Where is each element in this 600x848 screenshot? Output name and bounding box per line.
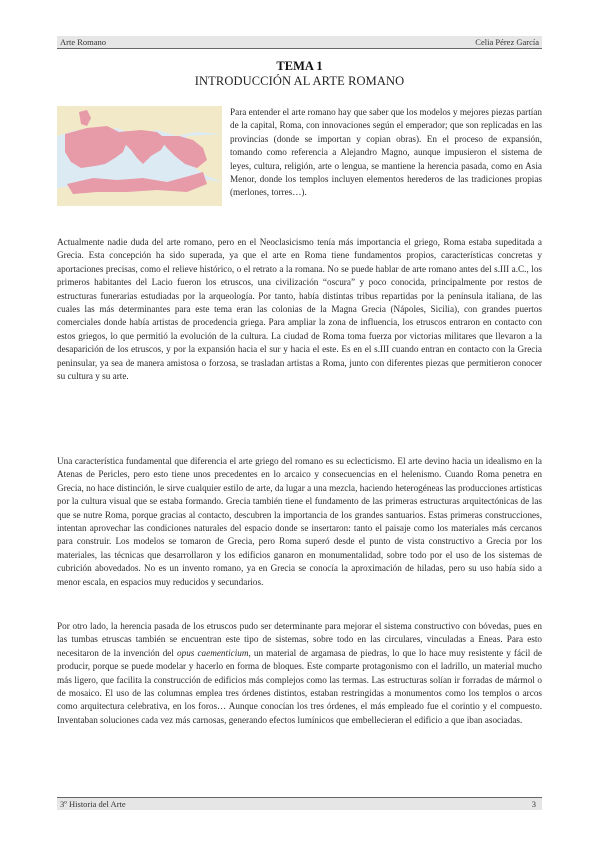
page-header (57, 36, 542, 49)
opus-caementicium-term: opus caementicium (177, 647, 249, 658)
paragraph-history: Actualmente nadie duda del arte romano, pero en el Neoclasicismo tenía más importancia el griego, Roma estaba supeditada a Grecia. Esta concepción ha sido superada, ya que el arte en Roma tiene fundamentos propios, características concretas y aportaciones precisas, como el relieve histórico, o el retrato a la romana. No se puede hablar de arte romano antes del s.III a.C., los primeros habitantes del Lacio fueron los etruscos, una civilización “oscura” y poco conocida, principalmente por restos de estructuras funerarias estudiadas por la arqueología. Por tanto, había distintas tribus repartidas por la península italiana, de las cuales las más determinantes para este tema eran las colonias de la Magna Grecia (Nápoles, Sicilia), con grandes puertos comerciales donde había artistas de procedencia griega. Para ampliar la zona de influencia, los etruscos entraron en contacto con estos griegos, lo que permitió la evolución de la cultura. La ciudad de Roma toma fuerza por victorias militares que llevaron a la desaparición de los etruscos, y por la expansión hacia el sur y hacia el este. Es en el s.III cuando entran en contacto con la Grecia peninsular, ya sea de manera amistosa o forzosa, se trasladan artistas a Roma, junto con diferentes piezas que permitieron conocer su cultura y su arte. (57, 237, 542, 382)
paragraph-construction-part-2: , un material de argamasa de piedras, lo que lo hace muy resistente y fácil de producir, porque se puede modelar y hacerlo en forma de bloques. Este comparte protagonismo con el ladrillo, un material mucho más ligero, que facilita la construcción de edificios más complejos como las termas. Las estructuras solían ir forradas de mármol o de mosaico. El uso de las columnas emplea tres órdenes distintos, estaban restringidas a monumentos como los templos o arcos como arquitectura celebrativa, en los foros… Aunque conocían los tres órdenes, el más empleado fue el corintio y el compuesto. Inventaban soluciones cada vez más carnosas, generando efectos lumínicos que embellecieran el edificio a que iban asociadas. (57, 647, 542, 725)
header-course: Arte Romano (60, 37, 107, 47)
paragraph-intro: Para entender el arte romano hay que saber que los modelos y mejores piezas partían de la capital, Roma, con innovaciones según el emperador; que son replicadas en las provincias (donde se importan y copian obras). En el proceso de expansión, tomando como referencia a Alejandro Magno, aunque impusieron el sistema de leyes, cultura, religión, arte o lengua, se mantiene la herencia pasada, como en Asia Menor, donde los templos incluyen elementos herederos de las tradiciones propias (merlones, torres…). (230, 107, 542, 198)
header-author: Celia Pérez García (475, 37, 539, 47)
page-number: 3 (531, 799, 536, 809)
paragraph-construction-part-1: Por otro lado, la herencia pasada de los etruscos pudo ser determinante para mejorar el sistema constructivo con bóvedas, pues en las tumbas etruscas también se encuentran este tipo de sistemas, sobre todo en las circulares, vinculadas a Eneas. Para esto necesitaron de la invención del (57, 621, 542, 658)
paragraph-construction (57, 620, 542, 727)
page-footer (57, 797, 542, 810)
document-title: TEMA 1 (276, 59, 323, 73)
footer-course: 3º Historia del Arte (60, 799, 126, 809)
roman-empire-map (57, 106, 222, 206)
document-subtitle: INTRODUCCIÓN AL ARTE ROMANO (194, 74, 405, 88)
paragraph-eclecticism: Una característica fundamental que diferencia el arte griego del romano es su eclecticismo. El arte devino hacia un idealismo en la Atenas de Pericles, pero esto tiene unos precedentes en lo arcaico y consecuencias en el helenismo. Cuando Roma penetra en Grecia, no hace distinción, le sirve cualquier estilo de arte, da lugar a una mezcla, haciendo heterogéneas las producciones artísticas por la cultura visual que se estaba formando. Grecia también tiene el fundamento de las primeras estructuras arquitectónicas de las que se nutre Roma, porque gracias al contacto, descubren la importancia de los grandes santuarios. Estas primeras construcciones, intentan aprovechar las condiciones naturales del espacio donde se insertaron: tanto el paisaje como los materiales más cercanos para construir. Los modelos se tomaron de Grecia, pero Roma superó desde el punto de vista constructivo a Grecia por los materiales, las técnicas que desarrollaron y los edificios ganaron en monumentalidad, sobre todo por el uso de los sistemas de cubrición abovedados. No es un invento romano, ya en Grecia se conocía la aproximación de hiladas, pero su uso había sido a menor escala, en espacios muy reducidos y secundarios. (57, 456, 542, 587)
